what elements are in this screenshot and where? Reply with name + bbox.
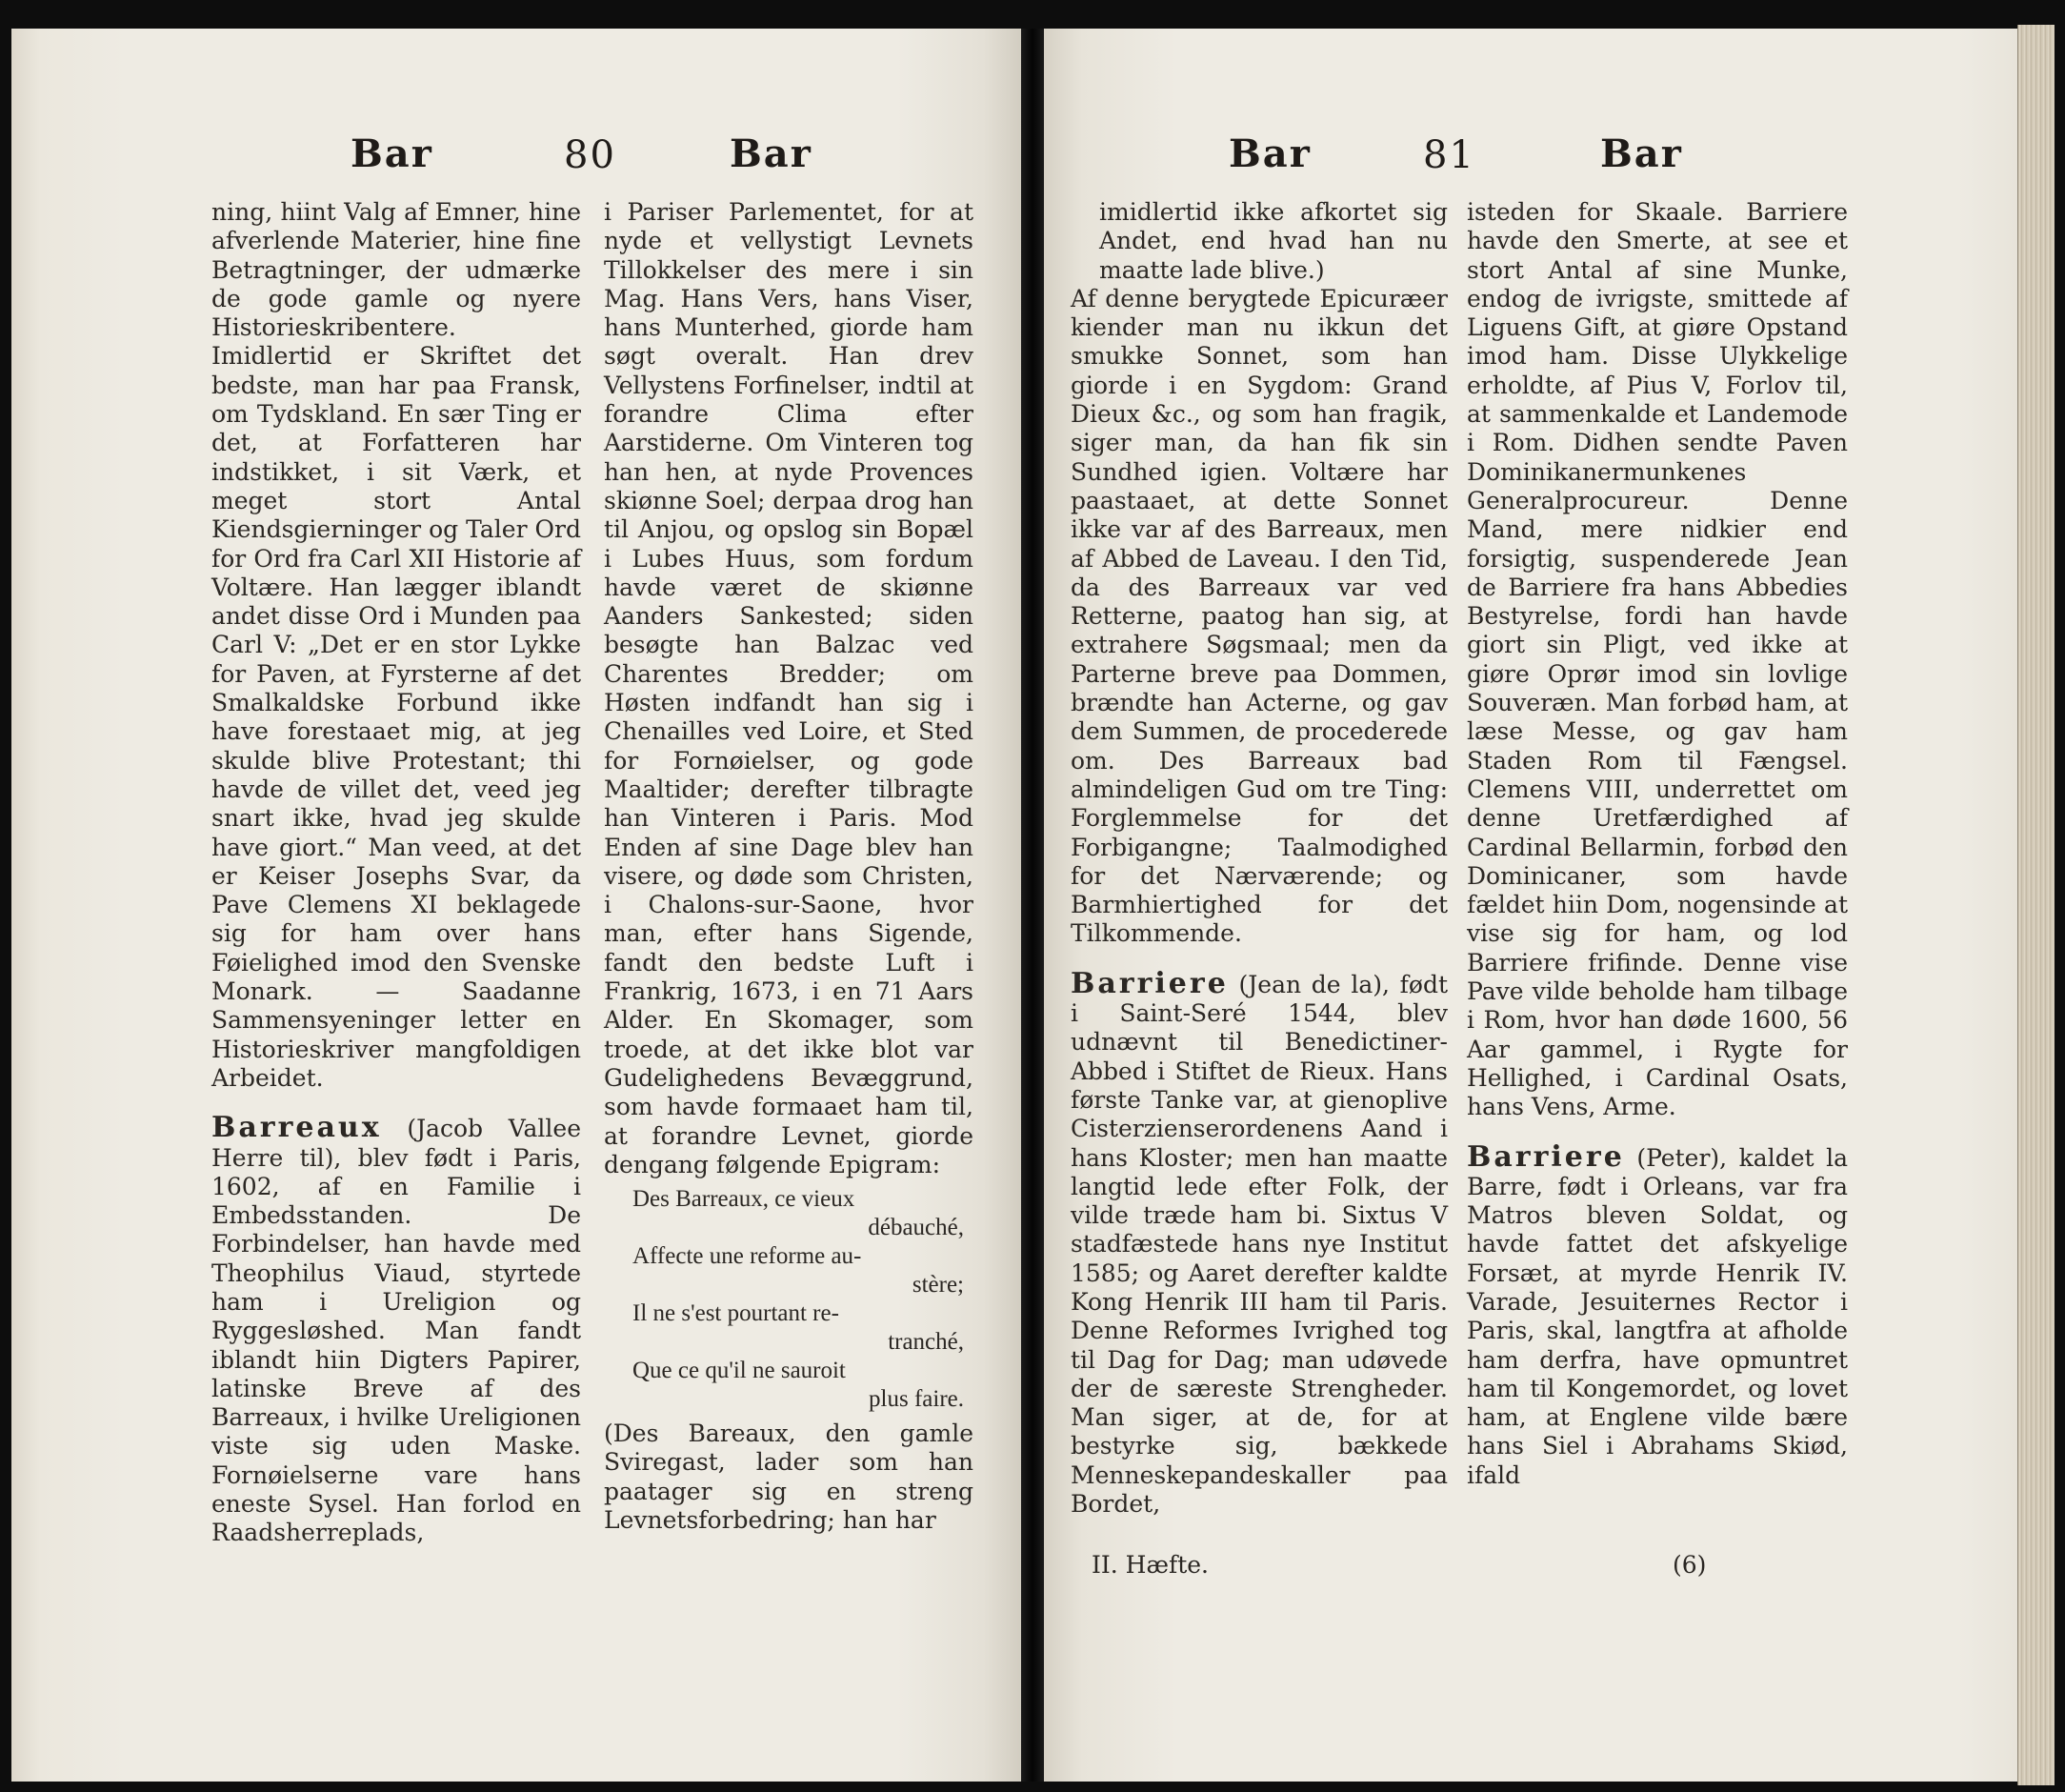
right-column-1: [1071, 198, 1448, 1519]
left-column-2: [604, 198, 973, 1535]
entry-paragraph: [1071, 966, 1448, 1520]
text-paragraph: imidlertid ikke afkortet sig Andet, end hvad han nu maatte lade blive.): [1099, 198, 1448, 284]
epigram: [632, 1185, 973, 1414]
entry-heading: Barriere: [1467, 1139, 1625, 1174]
entry-heading: Barreaux: [211, 1111, 382, 1145]
epigram-line: tranché,: [888, 1329, 964, 1356]
epigram-line: débauché,: [868, 1215, 964, 1241]
right-column-2: [1467, 198, 1848, 1490]
epigram-line: Il ne s'est pourtant re-: [632, 1300, 839, 1327]
epigram-line: Affecte une reforme au-: [632, 1243, 862, 1270]
entry-paragraph: [211, 1111, 581, 1547]
left-header-right: Bar: [730, 131, 812, 176]
left-header-left: Bar: [351, 131, 433, 176]
entry-text: (Jean de la), født i Saint-Seré 1544, blev udnævnt til Benedictiner-Abbed i Stiftet de Rieux. Hans første Tanke var, at gienoplive Cisterzienserordenens Aand i hans Kloster; men han maatte langtid lede efter Folk, der vilde træde ham bi. Sixtus V stadfæstede hans nye Institut 1585; og Aaret derefter kaldte Kong Henrik III ham til Paris. Denne Reformes Ivrighed tog til Dag for Dag; man udøvede der de særeste Strengheder. Man siger, at de, for at bestyrke sig, bækkede Menneskepandeskaller paa Bordet,: [1071, 970, 1448, 1519]
epigram-line: stère;: [912, 1272, 964, 1299]
text-paragraph: i Pariser Parlementet, for at nyde et vellystigt Levnets Tillokkelser des mere i sin Mag. Hans Vers, hans Viser, hans Munterhed, giorde ham søgt overalt. Han drev Vellystens Forfinelser, indtil at forandre Clima efter Aarstiderne. Om Vinteren tog han hen, at nyde Provences skiønne Soel; derpaa drog han til Anjou, og opslog sin Bopæl i Lubes Huus, som fordum havde været de skiønne Aanders Sankested; siden besøgte han Balzac ved Charentes Bredder; om Høsten indfandt han sig i Chenailles ved Loire, et Sted for Fornøielser, og gode Maaltider; derefter tilbragte han Vinteren i Paris. Mod Enden af sine Dage blev han visere, og døde som Christen, i Chalons-sur-Saone, hvor man, efter hans Sigende, fandt den bedste Luft i Frankrig, 1673, i en 71 Aars Alder. En Skomager, som troede, at det ikke blot var Gudelighedens Bevæggrund, som havde formaaet ham til, at forandre Levnet, giorde dengang følgende Epigram:: [604, 198, 973, 1178]
left-column-1: [211, 198, 581, 1548]
right-page-number: 81: [1423, 133, 1475, 177]
text-paragraph: isteden for Skaale. Barriere havde den Smerte, at see et stort Antal af sine Munke, endog de ivrigste, smittede af Liguens Gift, at giøre Opstand imod ham. Disse Ulykkelige erholdte, af Pius V, Forlov til, at sammenkalde et Landemode i Rom. Didhen sendte Paven Dominikanermunkenes Generalprocureur. Denne Mand, mere nidkier end forsigtig, suspenderede Jean de Barriere fra hans Abbedies Bestyrelse, fordi han havde giort sin Pligt, ved ikke at giøre Oprør imod sin lovlige Souveræn. Man forbød ham, at læse Messe, og gav ham Staden Rom til Fængsel. Clemens VIII, underrettet om denne Uretfærdighed af Cardinal Bellarmin, forbød den Dominicaner, som havde fældet hiin Dom, nogensinde at vise sig for ham, og lod Barriere frifinde. Denne vise Pave vilde beholde ham tilbage i Rom, hvor han døde 1600, 56 Aar gammel, i Rygte for Hellighed, i Cardinal Osats, hans Vens, Arme.: [1467, 198, 1848, 1121]
entry-text: (Peter), kaldet la Barre, født i Orleans, var fra Matros bleven Soldat, og havde fattet det afskyelige Forsæt, at myrde Henrik IV. Varade, Jesuiternes Rector i Paris, skal, langtfra at afholde ham derfra, have opmuntret ham til Kongemordet, og lovet ham, at Englene vilde bære hans Siel i Abrahams Skiød, ifald: [1467, 1143, 1848, 1489]
signature-mark: II. Hæfte.: [1092, 1551, 1209, 1579]
epigram-line: Que ce qu'il ne sauroit: [632, 1358, 846, 1384]
right-header-right: Bar: [1600, 131, 1683, 176]
right-header-left: Bar: [1229, 131, 1312, 176]
left-page-number: 80: [564, 133, 616, 177]
page-edges: [2017, 25, 2055, 1785]
text-paragraph: (Des Bareaux, den gamle Sviregast, lader som han paatager sig en streng Levnetsforbedring; han har: [604, 1420, 973, 1534]
text-paragraph: Af denne berygtede Epicuræer kiender man nu ikkun det smukke Sonnet, som han giorde i en Sygdom: Grand Dieux &c., og som han fragik, siger man, da han fik sin Sundhed igien. Voltære har paastaaet, at dette Sonnet ikke var af des Barreaux, men af Abbed de Laveau. I den Tid, da des Barreaux var ved Retterne, paatog han sig, at extrahere Søgsmaal; men da Parterne breve paa Dommen, brændte han Acterne, og gav dem Summen, de procederede om. Des Barreaux bad almindeligen Gud om tre Ting: Forglemmelse for det Forbigangne; Taalmodighed for det Nærværende; og Barmhiertighed for det Tilkommende.: [1071, 284, 1448, 948]
entry-text: (Jacob Vallee Herre til), blev født i Paris, 1602, af en Familie i Embedsstanden. De Forbindelser, han havde med Theophilus Viaud, styrtede ham i Ureligion og Ryggesløshed. Man fandt iblandt hiin Digters Papirer, latinske Breve af des Barreaux, i hvilke Ureligionen viste sig uden Maske. Fornøielserne vare hans eneste Sysel. Han forlod en Raadsherreplads,: [211, 1115, 581, 1547]
epigram-line: plus faire.: [869, 1386, 964, 1413]
signature-number: (6): [1673, 1551, 1707, 1579]
entry-paragraph: [1467, 1139, 1848, 1491]
book-gutter: [1021, 29, 1044, 1782]
text-paragraph: ning, hiint Valg af Emner, hine afverlende Materier, hine fine Betragtninger, der udmærke de gode gamle og nyere Historieskribentere. Imidlertid er Skriftet det bedste, man har paa Fransk, om Tydskland. En sær Ting er det, at Forfatteren har indstikket, i sit Værk, et meget stort Antal Kiendsgierninger og Taler Ord for Ord fra Carl XII Historie af Voltære. Han lægger iblandt andet disse Ord i Munden paa Carl V: „Det er en stor Lykke for Paven, at Fyrsterne af det Smalkaldske Forbund ikke have forestaaet mig, at jeg skulde blive Protestant; thi havde de villet det, veed jeg snart ikke, hvad jeg skulde have giort.“ Man veed, at det er Keiser Josephs Svar, da Pave Clemens XI beklagede sig for ham over hans Føielighed imod den Svenske Monark. — Saadanne Sammensyeninger letter en Historieskriver mangfoldigen Arbeidet.: [211, 198, 581, 1092]
left-page: [11, 29, 1021, 1782]
entry-heading: Barriere: [1071, 966, 1229, 1000]
right-page: [1044, 29, 2017, 1782]
epigram-line: Des Barreaux, ce vieux: [632, 1186, 855, 1213]
